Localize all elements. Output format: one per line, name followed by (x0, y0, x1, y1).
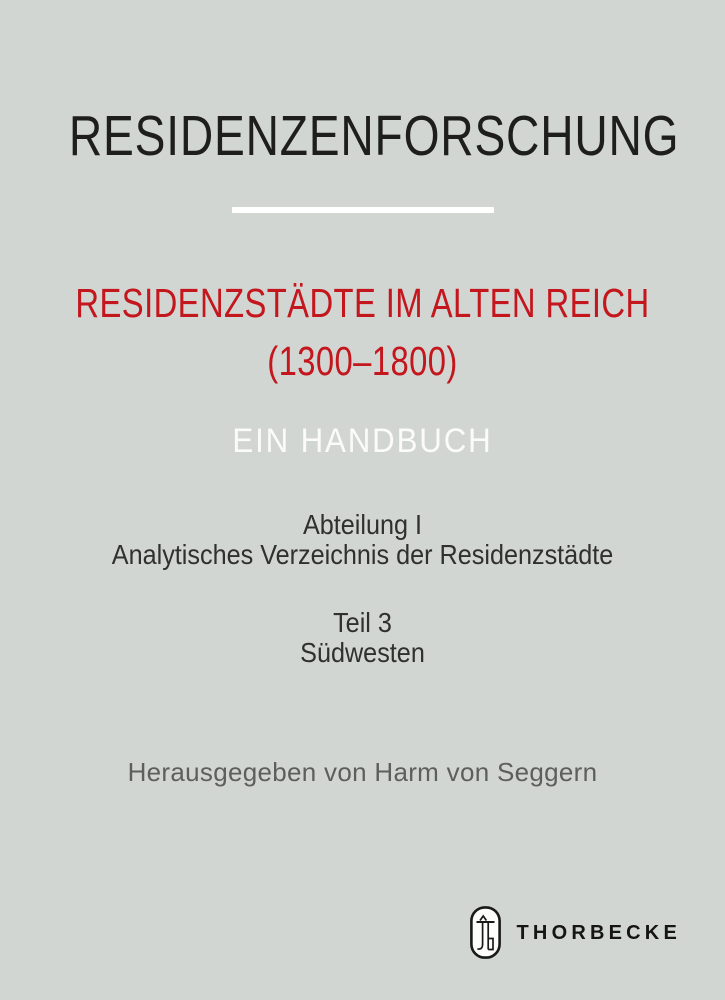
section-line1: Abteilung I (302, 509, 423, 540)
part-line1: Teil 3 (333, 607, 392, 638)
publisher-wordmark: THORBECKE (516, 921, 681, 944)
section-block (36, 510, 689, 570)
series-title: RESIDENZENFORSCHUNG (68, 104, 680, 168)
main-title-line1: RESIDENZSTÄDTE IM ALTEN REICH (75, 280, 650, 326)
main-title-line2: (1300–1800) (267, 338, 458, 384)
publisher-block (470, 905, 681, 959)
divider-rule (232, 207, 494, 213)
part-block (36, 608, 689, 668)
subtitle: EIN HANDBUCH (232, 422, 493, 460)
part-line2: Südwesten (300, 637, 425, 668)
section-line2: Analytisches Verzeichnis der Residenzstädte (111, 539, 614, 570)
main-title (73, 274, 653, 390)
editor-line: Herausgegeben von Harm von Seggern (127, 757, 598, 787)
thorbecke-logo-icon (470, 906, 501, 959)
